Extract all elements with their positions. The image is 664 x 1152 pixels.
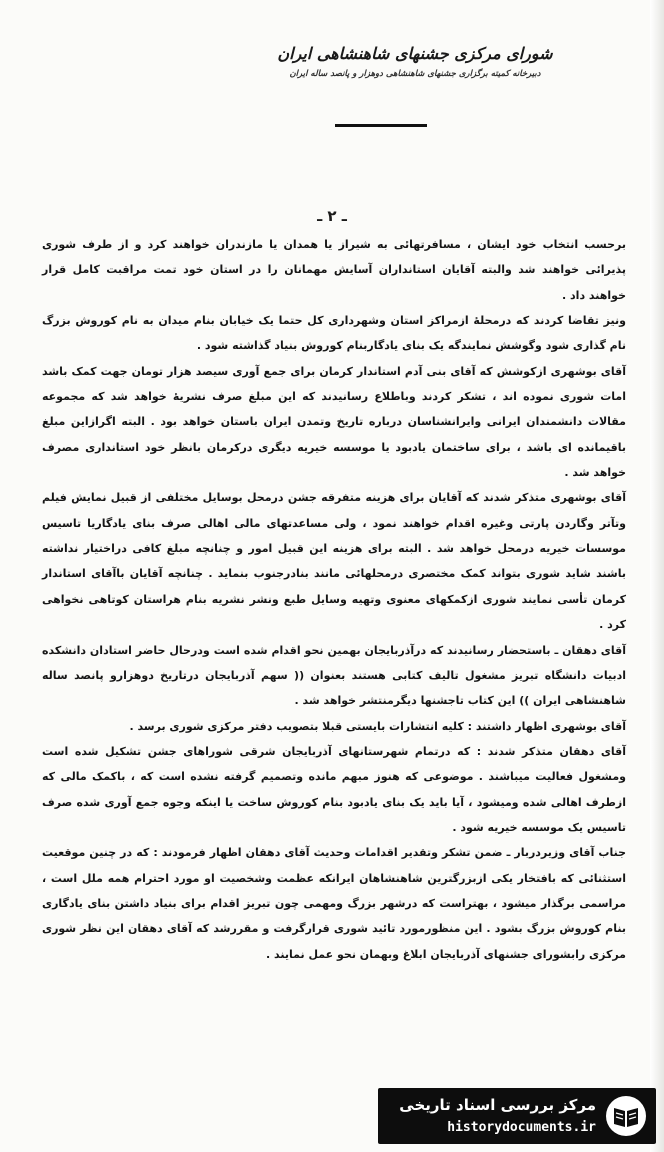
paragraph: آقای بوشهری ازکوشش که آقای بنی آدم استاندار کرمان برای جمع آوری سیصد هزار تومان جهت کمک باشد امات شوری نموده اند ، تشکر کردند وباطلاع رسانیدند که این مبلغ صرف نشریهٔ خواهد شد که مجموعه مقالات دانشمندان ایرانی وایرانشناسان درباره تاریخ وتمدن ایران باستان خواهد بود . البته اگرازاین مبلغ باقیمانده ای باشد ، برای ساختمان یادبود یا موسسه خیریه دیگری درکرمان بانظر خود استانداری مصرف خواهد شد . xyxy=(42,364,626,480)
watermark-name: مرکز بررسی اسناد تاریخی xyxy=(399,1096,596,1114)
paragraph: ونیز تقاضا کردند که درمحلهٔ ازمراکز استان وشهرداری کل حتما یک خیابان بنام میدان به نام کوروش بزرگ نام گذاری شود وگوشش نمایندگه یک بنای یادگاربنام کوروش بنیاد گذاشته شود . xyxy=(42,314,626,353)
letterhead-title: شورای مرکزی جشنهای شاهنشاهی ایران xyxy=(277,44,553,63)
paragraph: آقای بوشهری متذکر شدند که آقایان برای هزینه متفرقه جشن درمحل بوسایل مختلفی از قبیل نمایش فیلم وتآتر وگاردن پارتی وغیره اقدام خواهند نمود ، ولی مساعدتهای مالی اهالی صرف بنای یادگاریا تاسیس موسسات خیریه درمحل خواهد شد . البته برای هزینه این قبیل امور و چنانچه مبلغ کافی دراختیار نداشته باشند شاید شوری بتواند کمک مختصری درمحلهائی مانند بنادرجنوب بنماید . چنانچه آقایان باآقای استاندار کرمان تأسی نمایند شوری ازکمکهای معنوی وتهیه وسایل طبع ونشر نشریه بنام هراستان کوتاهی نخواهی کرد . xyxy=(42,491,626,632)
paragraph: آقای دهقان ـ باستحضار رسانیدند که درآذربایجان بهمین نحو اقدام شده است ودرحال حاضر استادان دانشکده ادبیات دانشگاه تبریز مشغول تالیف کتابی هستند بعنوان (( سهم آذربایجان درتاریخ دوهزارو پانصد ساله شاهنشاهی ایران )) این کتاب تاجشنها دیگرمنتشر خواهد شد . xyxy=(42,643,626,708)
letterhead-divider xyxy=(335,124,427,127)
paragraph: برحسب انتخاب خود ایشان ، مسافرتهائی به شیراز یا همدان یا مازندران خواهند کرد و از طرف شوری پذیرائی خواهند شد والبته آقایان استانداران آسایش مهمانان را در استان خود تمت مراقبت کامل قرار خواهند داد . xyxy=(42,238,626,302)
watermark-url: historydocuments.ir xyxy=(447,1120,596,1135)
paragraph: جناب آقای وزیردربار ـ ضمن تشکر وتقدیر اقدامات وحدیث آقای دهقان اظهار فرمودند : که در چنین موقعیت استثنائی که بافتخار یکی ازبزرگترین شاهنشاهان ایرانکه عظمت وشخصیت او مورد احترام همه ملل است ، مراسمی برگذار میشود ، بهتراست که درشهر بزرگ ومهمی چون تبریز اقدام برای بنیاد داشتن بنای یادگاری بنام کوروش بزرگ بشود . این منظورمورد تائید شوری قرارگرفت و مقررشد که آقای دهقان این نظر شوری مرکزی رابشورای جشنهای آذربایجان ابلاغ وبهمان نحو عمل نمایند . xyxy=(42,846,626,961)
document-body xyxy=(42,232,626,967)
letterhead-subtitle: دبیرخانه کمیته برگزاری جشنهای شاهنشاهی دوهزار و پانصد ساله ایران xyxy=(289,69,541,79)
scan-edge-shadow xyxy=(650,0,664,1152)
paragraph: آقای دهقان متذکر شدند : که درتمام شهرستانهای آذربایجان شرقی شوراهای جشن تشکیل شده است ومشغول فعالیت میباشند . موضوعی که هنوز مبهم مانده وتصمیم گرفته نشده است که ، باکمک مالی که ازطرف اهالی شده ومیشود ، آیا باید یک بنای یادبود بنام کوروش ساخت یا اینکه وجوه جمع آوری شده صرف تاسیس یک موسسه خیریه شود . xyxy=(42,744,626,834)
open-book-icon xyxy=(604,1094,648,1138)
page-number: ـ ۲ ـ xyxy=(317,207,347,225)
watermark-badge xyxy=(378,1088,656,1144)
letterhead xyxy=(250,44,580,79)
paragraph: آقای بوشهری اظهار داشتند : کلیه انتشارات بایستی قبلا بتصویب دفتر مرکزی شوری برسد . xyxy=(129,719,626,733)
